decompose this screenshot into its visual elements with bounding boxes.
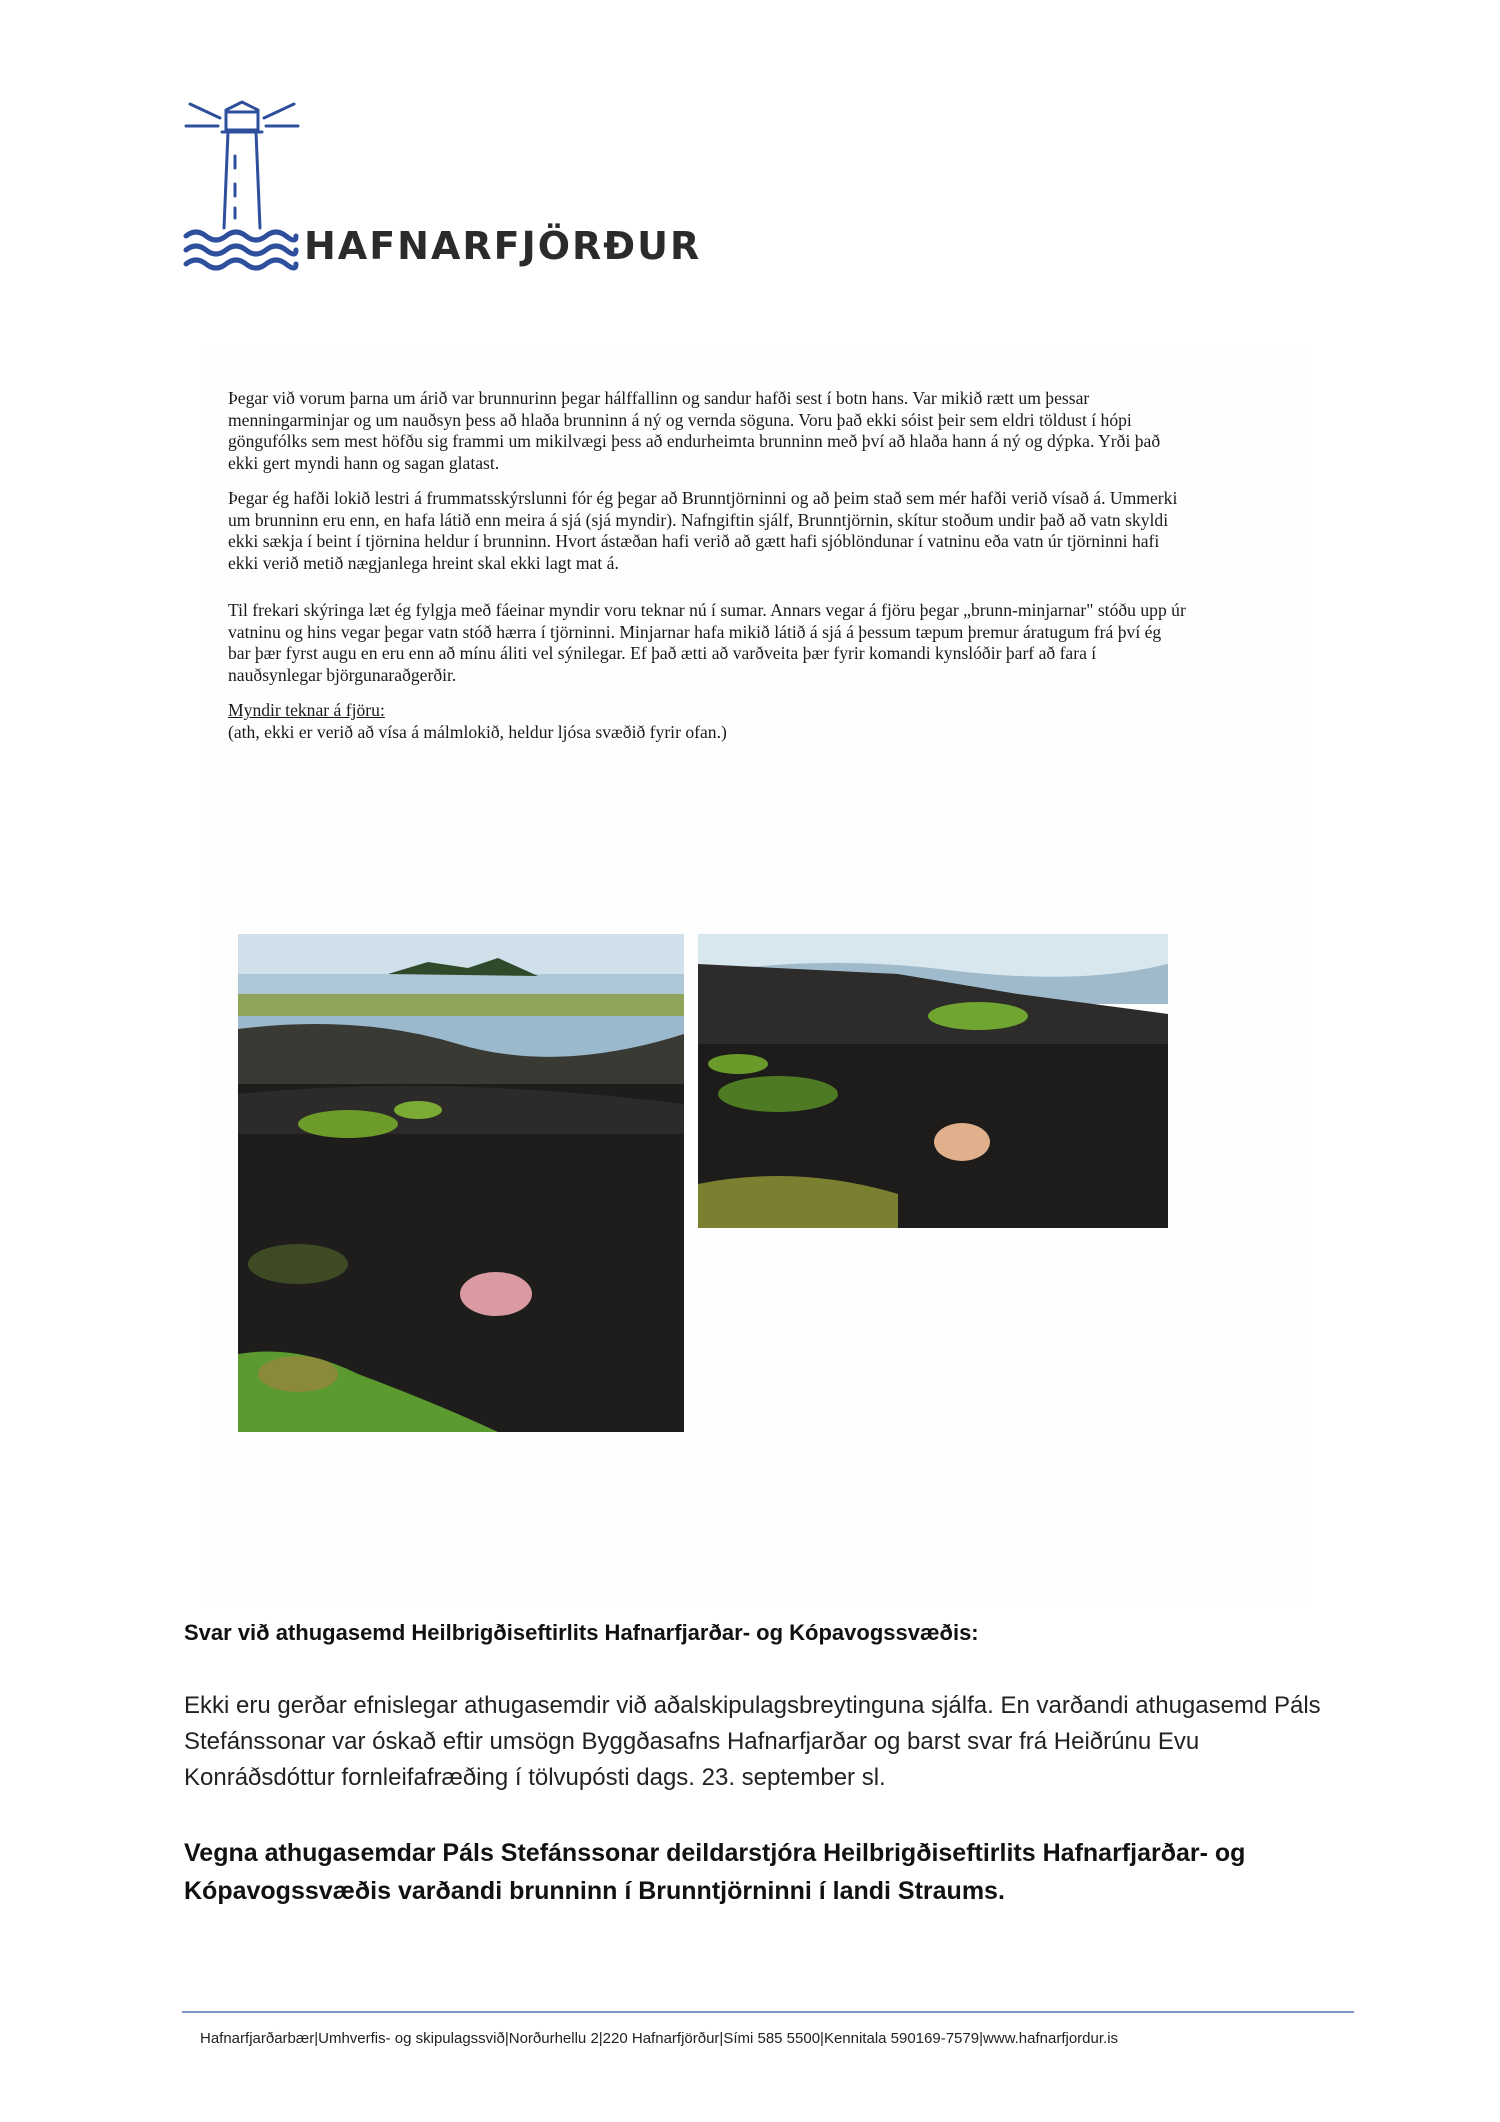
- footer-divider: [182, 2011, 1354, 2013]
- shore-photo-left: [238, 934, 684, 1432]
- section-heading: Vegna athugasemdar Páls Stefánssonar deildarstjóra Heilbrigðiseftirlits Hafnarfjarðar- og Kópavogssvæðis varðandi brunninn í Brunntjörninni í landi Straums.: [184, 1839, 1246, 1905]
- scanned-paragraph: Þegar ég hafði lokið lestri á frummatsskýrslunni fór ég þegar að Brunntjörninni og að þeim stað sem mér hafði verið vísað á. Ummerki um brunninn eru enn, en hafa látið enn meira á sjá (sjá myndir). Nafngiftin sjálf, Brunntjörnin, skítur stoðum undir það að vatn skyldi ekki sækja í beint í tjörnina heldur í brunninn. Hvort ástæðan hafi verið að gætt hafi sjóblöndunar í vatninu eða vatn úr tjörninni hafi ekki verið metið nægjanlega hreint skal ekki lagt mat á.: [228, 488, 1178, 573]
- response-body: Ekki eru gerðar efnislegar athugasemdir við aðalskipulagsbreytinguna sjálfa. En varðandi athugasemd Páls Stefánssonar var óskað eftir umsögn Byggðasafns Hafnarfjarðar og barst svar frá Heiðrúnu Evu Konráðsdóttur fornleifafræðing í tölvupósti dags. 23. september sl.: [184, 1692, 1321, 1791]
- caption-note: (ath, ekki er verið að vísa á málmlokið, heldur ljósa svæðið fyrir ofan.): [228, 721, 727, 742]
- scanned-paragraph: Þegar við vorum þarna um árið var brunnurinn þegar hálffallinn og sandur hafði sest í botn hans. Var mikið rætt um þessar menningarminjar og um nauðsyn þess að hlaða brunninn á ný og vernda söguna. Voru það ekki sóist þeir sem eldri töldust í hópi göngufólks sem mest höfðu sig frammi um mikilvægi þess að endurheimta brunninn með því að hlaða hann á ný og dýpka. Yrði það ekki gert myndi hann og sagan glatast.: [228, 388, 1161, 473]
- hafnarfjordur-logo: [182, 96, 702, 276]
- logo-wordmark: HAFNARFJÖRÐUR: [304, 224, 702, 268]
- scanned-paragraph: Til frekari skýringa læt ég fylgja með fáeinar myndir voru teknar nú í sumar. Annars vegar á fjöru þegar „brunn-minjarnar" stóðu upp úr vatninu og hins vegar þegar vatn stóð hærra í tjörninni. Minjarnar hafa mikið látið á sjá á þessum tæpum þremur áratugum frá því ég bar þær fyrst augu en eru enn að mínu áliti vel sýnilegar. Ef það ætti að varðveita þær fyrir komandi kynslóðir þarf að fara í nauðsynlegar björgunaraðgerðir.: [228, 600, 1186, 685]
- lighthouse-icon: [182, 96, 302, 276]
- caption-title: Myndir teknar á fjöru:: [228, 700, 385, 720]
- scanned-caption: [228, 700, 1188, 743]
- response-heading: Svar við athugasemd Heilbrigðiseftirlits Hafnarfjarðar- og Kópavogssvæðis:: [184, 1620, 979, 1645]
- footer-contact: Hafnarfjarðarbær|Umhverfis- og skipulagssvið|Norðurhellu 2|220 Hafnarfjörður|Sími 585 5500|Kennitala 590169-7579|www.hafnarfjordur.is: [200, 2030, 1119, 2047]
- shore-photo-right: [698, 934, 1168, 1228]
- scanned-letter-text: [228, 388, 1188, 743]
